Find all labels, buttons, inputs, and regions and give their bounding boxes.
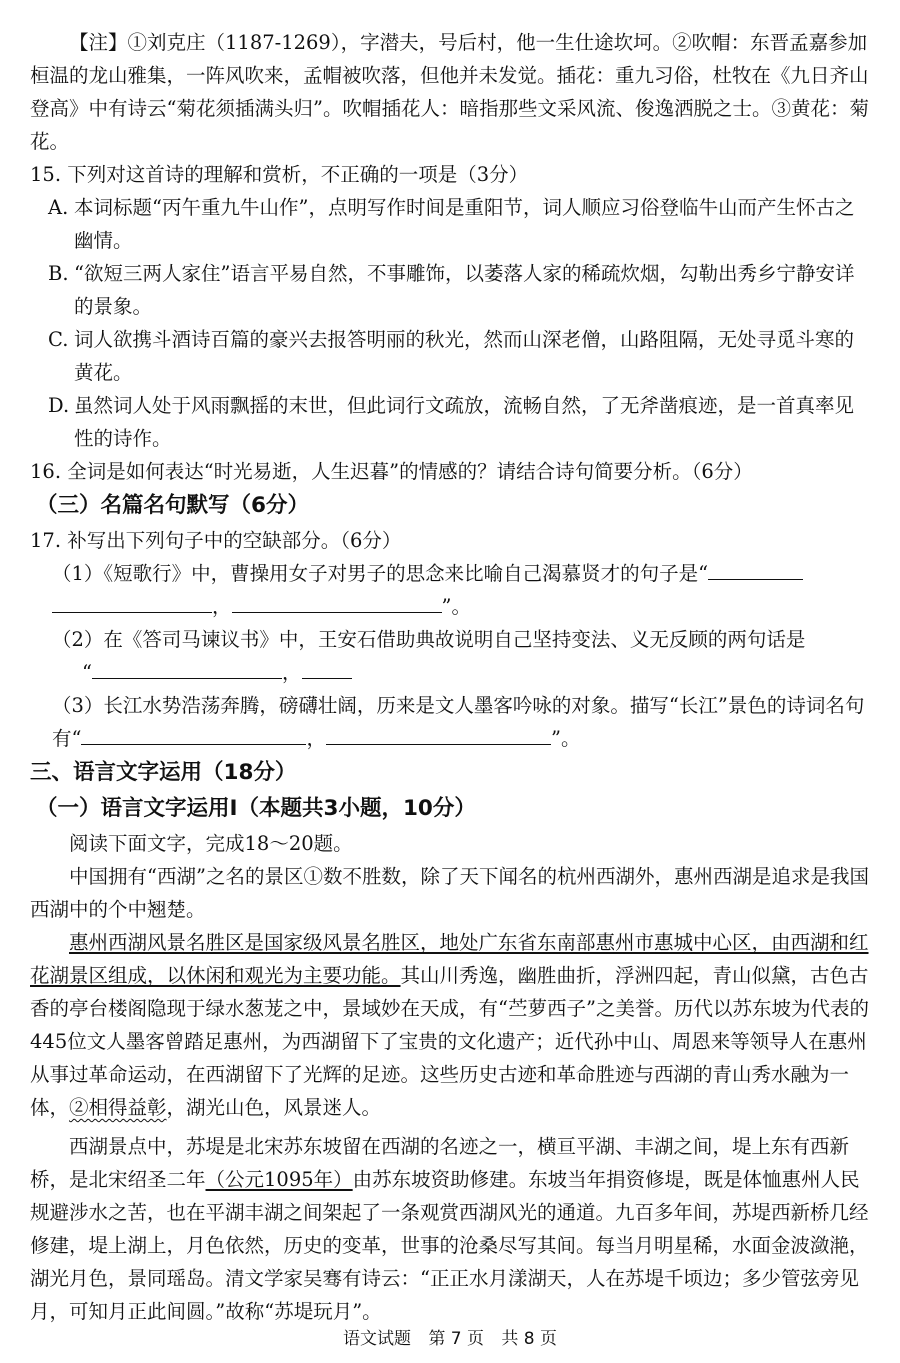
punctuation: ”。 [551, 727, 581, 750]
question-17-stem: 17. 补写出下列句子中的空缺部分。（6分） [30, 529, 402, 552]
option-label: A. [48, 196, 69, 219]
question-17-item-3 [30, 689, 870, 755]
option-label: D. [48, 394, 70, 417]
question-15-option-b [30, 257, 870, 323]
question-15-option-a [30, 191, 870, 257]
passage-paragraph-2 [30, 926, 870, 1124]
punctuation: ， [212, 595, 232, 618]
footer-page-number: 第 7 页 [428, 1329, 484, 1349]
paragraph-text: 由苏东坡资助修建。东坡当年捐资修堤，既是体恤惠州人民规避涉水之苦，也在平湖丰湖之间架起了一条观赏西湖风光的通道。九百多年间，苏堤西新桥几经修建，堤上湖上，月色依然，历史的变革，世事的沧桑尽写其间。每当月明星稀，水面金波潋滟，湖光月色，景同瑶岛。清文学家吴骞有诗云：“正正水月漾湖天，人在苏堤千顷边；多少管弦旁见月，可知月正此间圆。”故称“苏堤玩月”。 [30, 1168, 869, 1323]
item-text: （2）在《答司马谏议书》中，王安石借助典故说明自己坚持变法、义无反顾的两句话是 [52, 628, 806, 651]
part-heading-language-use: 三、语言文字运用（18分） [30, 760, 297, 785]
answer-blank[interactable] [708, 559, 803, 580]
option-label: B. [48, 262, 69, 285]
paragraph-text: ，湖光山色，风景迷人。 [166, 1096, 382, 1119]
section-heading-language-use-1: （一）语言文字运用Ⅰ（本题共3小题，10分） [36, 796, 476, 821]
item-text: （1）《短歌行》中，曹操用女子对男子的思念来比喻自己渴慕贤才的句子是“ [52, 562, 709, 585]
question-16-stem: 16. 全词是如何表达“时光易逝，人生迟暮”的情感的？请结合诗句简要分析。（6分） [30, 460, 753, 483]
underlined-parenthetical: （公元1095年） [205, 1168, 353, 1191]
option-text: 词人欲携斗酒诗百篇的豪兴去报答明丽的秋光，然而山深老僧，山路阻隔，无处寻觅斗寒的黄花。 [74, 328, 855, 384]
punctuation: ， [281, 661, 302, 684]
paragraph-text: 其山川秀逸，幽胜曲折，浮洲四起，青山似黛，古色古香的亭台楼阁隐现于绿水葱茏之中，景域妙在天成，有“苎萝西子”之美誉。历代以苏东坡为代表的445位文人墨客曾踏足惠州，为西湖留下了宝贵的文化遗产；近代孙中山、周恩来等领导人在惠州从事过革命运动，在西湖留下了光辉的足迹。这些历史古迹和革命胜迹与西湖的青山秀水融为一体， [30, 964, 869, 1119]
answer-blank[interactable] [232, 592, 442, 613]
option-label: C. [48, 328, 69, 351]
page-footer [0, 1328, 900, 1350]
answer-blank[interactable] [302, 658, 352, 679]
question-15-stem: 15. 下列对这首诗的理解和赏析，不正确的一项是（3分） [30, 163, 529, 186]
item-text: （3）长江水势浩荡奔腾，磅礴壮阔，历来是文人墨客吟咏的对象。描写“长江”景色的诗词名句有“ [52, 694, 865, 750]
answer-blank[interactable] [326, 724, 551, 745]
punctuation: ， [306, 727, 326, 750]
question-15-option-c [30, 323, 870, 389]
punctuation: “ [82, 661, 92, 684]
passage-paragraph-3 [30, 1130, 870, 1328]
option-text: 本词标题“丙午重九牛山作”，点明写作时间是重阳节，词人顺应习俗登临牛山而产生怀古之幽情。 [74, 196, 855, 252]
reading-instruction: 阅读下面文字，完成18～20题。 [69, 832, 353, 855]
poem-annotation: 【注】①刘克庄（1187-1269），字潜夫，号后村，他一生仕途坎坷。②吹帽：东晋孟嘉参加桓温的龙山雅集，一阵风吹来，孟帽被吹落，但他并未发觉。插花：重九习俗，杜牧在《九日齐山登高》中有诗云“菊花须插满头归”。吹帽插花人：暗指那些文采风流、俊逸洒脱之士。③黄花：菊花。 [30, 31, 869, 153]
answer-blank[interactable] [92, 658, 282, 679]
question-17-item-2 [30, 623, 870, 689]
underlined-sentence: 惠州西湖风景名胜区是国家级风景名胜区，地处广东省东南部惠州市惠城中心区，由西湖和红花湖景区组成，以休闲和观光为主要功能。 [30, 931, 869, 987]
punctuation: ”。 [441, 595, 471, 618]
question-15-option-d [30, 389, 870, 455]
footer-subject: 语文试题 [342, 1329, 411, 1349]
option-text: 虽然词人处于风雨飘摇的末世，但此词行文疏放，流畅自然，了无斧凿痕迹，是一首真率见性的诗作。 [74, 394, 855, 450]
footer-total-pages: 共 8 页 [501, 1329, 558, 1349]
question-17-item-1 [30, 557, 870, 623]
answer-blank[interactable] [52, 592, 212, 613]
answer-blank[interactable] [81, 724, 306, 745]
marked-idiom: ②相得益彰 [69, 1096, 167, 1119]
option-text: “欲短三两人家住”语言平易自然，不事雕饰，以萎落人家的稀疏炊烟，勾勒出秀乡宁静安详的景象。 [74, 262, 855, 318]
section-heading-dictation: （三）名篇名句默写（6分） [36, 493, 309, 518]
paragraph-text: 西湖景点中，苏堤是北宋苏东坡留在西湖的名迹之一，横亘平湖、丰湖之间，堤上东有西新桥，是北宋绍圣二年 [30, 1135, 850, 1191]
passage-paragraph-1: 中国拥有“西湖”之名的景区①数不胜数，除了天下闻名的杭州西湖外，惠州西湖是追求是我国西湖中的个中翘楚。 [30, 865, 869, 921]
